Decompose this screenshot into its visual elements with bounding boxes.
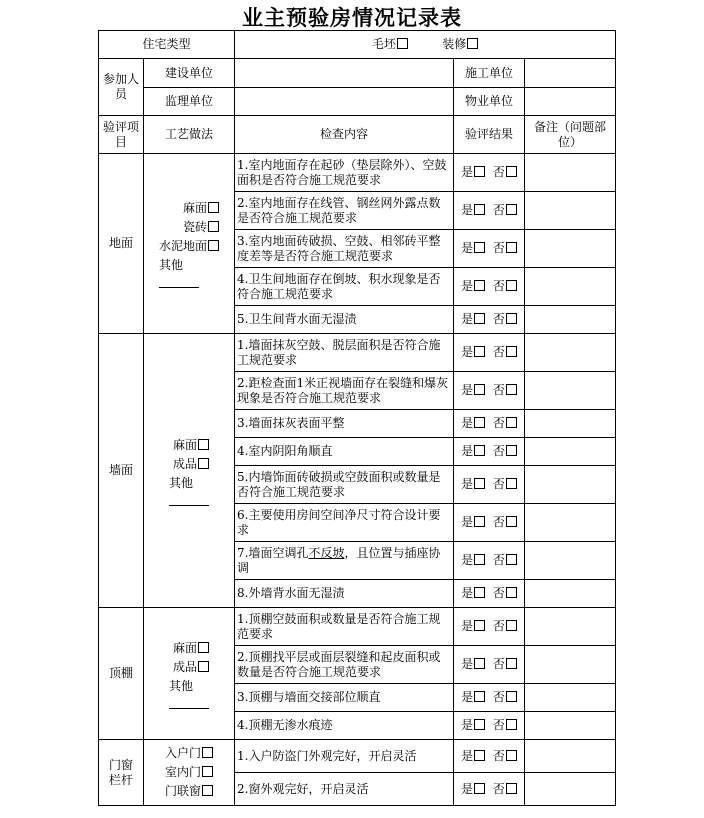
result-no-checkbox[interactable] [506,204,517,215]
result-yes-label: 是 [461,619,474,633]
result-yes-checkbox[interactable] [474,783,485,794]
craft-other [169,677,209,709]
craft-option [169,658,209,677]
result-yes-label: 是 [461,477,474,491]
check-result [454,504,525,542]
check-content: 4.顶棚无渗水痕迹 [235,712,454,740]
builder-unit-label: 施工单位 [454,59,525,88]
craft-option [169,455,209,474]
inspection-table [98,30,616,806]
check-remark[interactable] [525,466,616,504]
check-remark[interactable] [525,740,616,773]
result-yes-checkbox[interactable] [474,346,485,357]
check-remark[interactable] [525,438,616,466]
result-yes-checkbox[interactable] [474,242,485,253]
craft-other-blank[interactable] [169,493,209,506]
construction-unit-label: 建设单位 [144,59,235,88]
craft-checkbox[interactable] [208,240,219,251]
check-remark[interactable] [525,192,616,230]
check-remark[interactable] [525,306,616,334]
result-yes-label: 是 [461,690,474,704]
result-yes-checkbox[interactable] [474,313,485,324]
result-yes-checkbox[interactable] [474,719,485,730]
underlined-phrase: 不反坡 [308,545,345,560]
result-no-checkbox[interactable] [506,783,517,794]
check-remark[interactable] [525,334,616,372]
check-result [454,372,525,410]
craft-other-label: 其他 [169,475,194,490]
house-type-label: 住宅类型 [99,31,235,59]
section-name: 门窗栏杆 [99,740,144,806]
result-no-label: 否 [492,619,505,633]
check-result [454,192,525,230]
check-content: 4.室内阴阳角顺直 [235,438,454,466]
check-content: 1.墙面抹灰空鼓、脱层面积是否符合施工规范要求 [235,334,454,372]
form-title: 业主预验房情况记录表 [242,5,462,30]
result-no-label: 否 [492,279,505,293]
craft-checkbox[interactable] [198,642,209,653]
result-no-checkbox[interactable] [506,516,517,527]
craft-option-label: 水泥地面 [159,239,208,253]
check-result [454,712,525,740]
check-result [454,684,525,712]
column-header-row [99,116,616,154]
result-no-checkbox[interactable] [506,554,517,565]
participants-label: 参加人员 [99,59,144,116]
result-yes-checkbox[interactable] [474,620,485,631]
craft-option-label: 成品 [172,659,197,674]
opt-decorated-label: 装修 [442,37,467,51]
property-unit-value[interactable] [525,88,616,116]
check-result [454,580,525,608]
result-yes-label: 是 [461,279,474,293]
col-remark: 备注（问题部位） [525,116,616,154]
craft-checkbox[interactable] [202,747,213,758]
section-crafts [144,334,235,608]
check-remark[interactable] [525,684,616,712]
section-name: 地面 [99,154,144,334]
check-content: 5.卫生间背水面无湿渍 [235,306,454,334]
check-remark[interactable] [525,230,616,268]
craft-option [165,782,213,801]
check-row [99,740,616,773]
check-remark[interactable] [525,154,616,192]
result-no-checkbox[interactable] [506,750,517,761]
check-remark[interactable] [525,504,616,542]
result-no-checkbox[interactable] [506,445,517,456]
result-no-checkbox[interactable] [506,346,517,357]
craft-option [159,218,219,237]
checkbox-rough[interactable] [397,38,408,49]
result-yes-label: 是 [461,345,474,359]
section-name: 顶棚 [99,608,144,740]
result-no-label: 否 [492,241,505,255]
result-yes-checkbox[interactable] [474,516,485,527]
result-yes-label: 是 [461,553,474,567]
craft-other-blank[interactable] [159,275,199,288]
result-yes-label: 是 [461,241,474,255]
result-yes-checkbox[interactable] [474,166,485,177]
check-content: 1.顶棚空鼓面积或数量是否符合施工规范要求 [235,608,454,646]
result-no-label: 否 [492,477,505,491]
check-row [99,608,616,646]
result-no-checkbox[interactable] [506,658,517,669]
col-item: 验评项目 [99,116,144,154]
check-content: 1.室内地面存在起砂（垫层除外）、空鼓面积是否符合施工规范要求 [235,154,454,192]
participants-row-2 [99,88,616,116]
result-no-label: 否 [492,781,505,796]
craft-checkbox[interactable] [198,439,209,450]
craft-option-label: 麻面 [172,437,197,452]
builder-unit-value[interactable] [525,59,616,88]
supervision-unit-value[interactable] [235,88,454,116]
result-yes-checkbox[interactable] [474,587,485,598]
result-no-checkbox[interactable] [506,587,517,598]
result-no-label: 否 [492,416,505,430]
property-unit-label: 物业单位 [454,88,525,116]
check-row [99,334,616,372]
result-yes-label: 是 [461,748,474,763]
col-result: 验评结果 [454,116,525,154]
house-type-row [99,31,616,59]
result-no-checkbox[interactable] [506,719,517,730]
check-content: 3.墙面抹灰表面平整 [235,410,454,438]
craft-checkbox[interactable] [208,221,219,232]
check-content: 3.室内地面砖破损、空鼓、相邻砖平整度差等是否符合施工规范要求 [235,230,454,268]
result-no-label: 否 [492,444,505,458]
result-no-label: 否 [492,515,505,529]
check-remark[interactable] [525,372,616,410]
result-yes-label: 是 [461,444,474,458]
result-yes-checkbox[interactable] [474,384,485,395]
result-no-label: 否 [492,312,505,326]
check-content: 6.主要使用房间空间净尺寸符合设计要求 [235,504,454,542]
craft-option-label: 瓷砖 [183,220,208,234]
craft-option [159,199,219,218]
result-yes-label: 是 [461,657,474,671]
craft-checkbox[interactable] [198,661,209,672]
check-result [454,438,525,466]
check-remark[interactable] [525,773,616,806]
result-yes-checkbox[interactable] [474,554,485,565]
result-no-label: 否 [492,657,505,671]
result-yes-label: 是 [461,416,474,430]
craft-option-label: 成品 [172,456,197,471]
check-result [454,230,525,268]
craft-checkbox[interactable] [198,458,209,469]
check-result [454,334,525,372]
result-no-checkbox[interactable] [506,280,517,291]
check-result [454,542,525,580]
result-no-checkbox[interactable] [506,620,517,631]
result-no-checkbox[interactable] [506,166,517,177]
participants-row-1 [99,59,616,88]
check-content: 8.外墙背水面无湿渍 [235,580,454,608]
check-result [454,154,525,192]
result-yes-label: 是 [461,312,474,326]
check-content: 7.墙面空调孔不反坡，且位置与插座协调 [235,542,454,580]
result-yes-label: 是 [461,781,474,796]
result-no-label: 否 [492,553,505,567]
craft-checkbox[interactable] [202,766,213,777]
result-no-label: 否 [492,586,505,600]
check-content: 4.卫生间地面存在倒坡、积水现象是否符合施工规范要求 [235,268,454,306]
supervision-unit-label: 监理单位 [144,88,235,116]
col-craft: 工艺做法 [144,116,235,154]
craft-other-label: 其他 [159,258,184,272]
result-yes-label: 是 [461,203,474,217]
section-crafts [144,740,235,806]
check-result [454,646,525,684]
check-result [454,773,525,806]
result-yes-checkbox[interactable] [474,691,485,702]
result-yes-checkbox[interactable] [474,750,485,761]
result-no-label: 否 [492,718,505,732]
craft-option [165,763,213,782]
result-no-label: 否 [492,345,505,359]
check-result [454,410,525,438]
check-result [454,268,525,306]
result-no-checkbox[interactable] [506,417,517,428]
check-remark[interactable] [525,608,616,646]
section-crafts [144,154,235,334]
result-no-checkbox[interactable] [506,691,517,702]
check-remark[interactable] [525,646,616,684]
craft-other [169,474,209,506]
result-yes-checkbox[interactable] [474,204,485,215]
check-remark[interactable] [525,268,616,306]
craft-option [169,436,209,455]
construction-unit-value[interactable] [235,59,454,88]
result-yes-label: 是 [461,718,474,732]
check-content: 2.室内地面存在线管、钢丝网外露点数是否符合施工规范要求 [235,192,454,230]
craft-option-label: 麻面 [183,201,208,215]
result-no-checkbox[interactable] [506,242,517,253]
check-content: 2.窗外观完好，开启灵活 [235,773,454,806]
craft-option-label: 麻面 [172,640,197,655]
check-remark[interactable] [525,410,616,438]
result-no-label: 否 [492,165,505,179]
check-result [454,466,525,504]
result-yes-label: 是 [461,383,474,397]
craft-option-label: 入户门 [165,746,202,760]
result-yes-checkbox[interactable] [474,478,485,489]
result-yes-label: 是 [461,586,474,600]
result-no-checkbox[interactable] [506,313,517,324]
check-remark[interactable] [525,580,616,608]
craft-option-label: 室内门 [165,765,202,779]
section-crafts [144,608,235,740]
craft-option [159,237,219,256]
result-yes-checkbox[interactable] [474,445,485,456]
section-name: 墙面 [99,334,144,608]
craft-option-label: 门联窗 [165,784,202,798]
check-content: 3.顶棚与墙面交接部位顺直 [235,684,454,712]
check-remark[interactable] [525,542,616,580]
result-yes-label: 是 [461,515,474,529]
result-yes-checkbox[interactable] [474,417,485,428]
result-no-label: 否 [492,748,505,763]
craft-option [169,639,209,658]
col-content: 检查内容 [235,116,454,154]
checkbox-decorated[interactable] [467,38,478,49]
result-no-checkbox[interactable] [506,478,517,489]
result-yes-label: 是 [461,165,474,179]
craft-other-label: 其他 [169,678,194,693]
check-remark[interactable] [525,712,616,740]
craft-other [159,256,219,288]
check-content: 5.内墙饰面砖破损或空鼓面积或数量是否符合施工规范要求 [235,466,454,504]
craft-other-blank[interactable] [169,696,209,709]
result-no-label: 否 [492,203,505,217]
check-result [454,306,525,334]
result-yes-checkbox[interactable] [474,280,485,291]
craft-option [165,744,213,763]
check-result [454,608,525,646]
check-content: 2.顶棚找平层或面层裂缝和起皮面积或数量是否符合施工规范要求 [235,646,454,684]
craft-checkbox[interactable] [208,202,219,213]
result-no-label: 否 [492,690,505,704]
house-type-options [235,31,616,59]
check-content: 2.距检查面1米正视墙面存在裂缝和爆灰现象是否符合施工规范要求 [235,372,454,410]
opt-rough-label: 毛坯 [371,37,396,51]
result-no-checkbox[interactable] [506,384,517,395]
check-row [99,154,616,192]
craft-checkbox[interactable] [202,785,213,796]
check-result [454,740,525,773]
result-yes-checkbox[interactable] [474,658,485,669]
result-no-label: 否 [492,383,505,397]
check-content: 1.入户防盗门外观完好，开启灵活 [235,740,454,773]
